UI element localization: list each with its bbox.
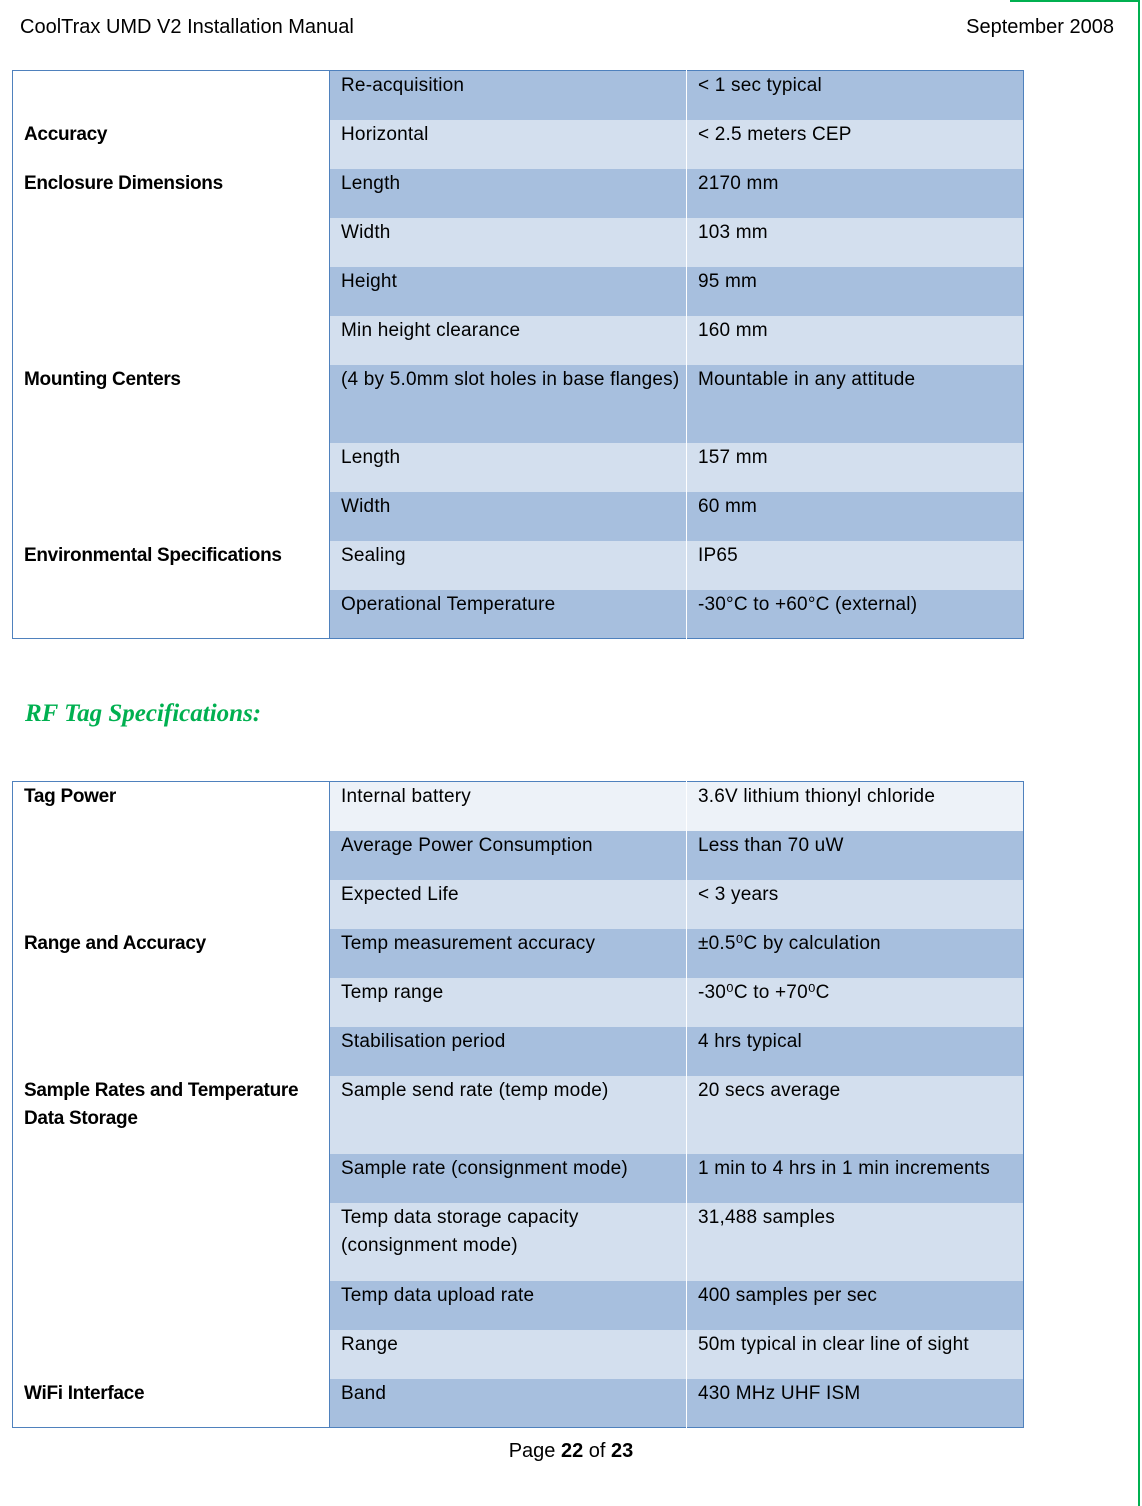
spec-value: < 3 years: [687, 880, 1024, 929]
spec-category: [13, 267, 330, 316]
spec-label: Length: [330, 443, 687, 492]
spec-row: [13, 1203, 1024, 1281]
spec-row: [13, 1379, 1024, 1428]
spec-value: ±0.5⁰C by calculation: [687, 929, 1024, 978]
section-title: RF Tag Specifications:: [25, 700, 262, 727]
spec-label: Temp data upload rate: [330, 1281, 687, 1330]
spec-value: < 2.5 meters CEP: [687, 120, 1024, 169]
spec-row: [13, 1281, 1024, 1330]
spec-value: 1 min to 4 hrs in 1 min increments: [687, 1154, 1024, 1203]
spec-value: 31,488 samples: [687, 1203, 1024, 1281]
spec-row: [13, 1076, 1024, 1154]
spec-category: Sample Rates and Temperature Data Storage: [13, 1076, 330, 1154]
spec-value: 4 hrs typical: [687, 1027, 1024, 1076]
spec-value: Mountable in any attitude: [687, 365, 1024, 443]
spec-value: 400 samples per sec: [687, 1281, 1024, 1330]
spec-value: 2170 mm: [687, 169, 1024, 218]
spec-category: [13, 443, 330, 492]
spec-value: 20 secs average: [687, 1076, 1024, 1154]
spec-label: Sample send rate (temp mode): [330, 1076, 687, 1154]
spec-row: [13, 71, 1024, 120]
spec-label: Operational Temperature: [330, 590, 687, 639]
spec-label: Range: [330, 1330, 687, 1379]
spec-category: [13, 1330, 330, 1379]
spec-value: Less than 70 uW: [687, 831, 1024, 880]
page-number: 22: [560, 1440, 584, 1462]
spec-category: WiFi Interface: [13, 1379, 330, 1428]
spec-label: Sample rate (consignment mode): [330, 1154, 687, 1203]
spec-category: [13, 831, 330, 880]
spec-label: Internal battery: [330, 782, 687, 831]
spec-row: [13, 831, 1024, 880]
spec-category: [13, 590, 330, 639]
spec-category: [13, 316, 330, 365]
spec-label: Temp measurement accuracy: [330, 929, 687, 978]
spec-row: [13, 978, 1024, 1027]
of-word: of: [588, 1440, 606, 1462]
spec-row: [13, 782, 1024, 831]
spec-category: [13, 1154, 330, 1203]
spec-label: Re-acquisition: [330, 71, 687, 120]
spec-category: [13, 978, 330, 1027]
spec-row: [13, 492, 1024, 541]
spec-category: [13, 1281, 330, 1330]
spec-value: 50m typical in clear line of sight: [687, 1330, 1024, 1379]
spec-row: [13, 1154, 1024, 1203]
spec-category: [13, 218, 330, 267]
spec-label: Stabilisation period: [330, 1027, 687, 1076]
spec-label: Width: [330, 492, 687, 541]
spec-value: 3.6V lithium thionyl chloride: [687, 782, 1024, 831]
page-word: Page: [508, 1440, 556, 1462]
spec-row: [13, 267, 1024, 316]
page-footer: [0, 1440, 1142, 1463]
spec-category: [13, 1027, 330, 1076]
spec-value: IP65: [687, 541, 1024, 590]
spec-label: Band: [330, 1379, 687, 1428]
spec-label: Length: [330, 169, 687, 218]
spec-value: -30⁰C to +70⁰C: [687, 978, 1024, 1027]
spec-row: [13, 1330, 1024, 1379]
document-title: CoolTrax UMD V2 Installation Manual: [20, 16, 354, 38]
spec-category: Range and Accuracy: [13, 929, 330, 978]
spec-category: [13, 880, 330, 929]
gps-spec-table: [12, 70, 1024, 639]
spec-label: (4 by 5.0mm slot holes in base flanges): [330, 365, 687, 443]
spec-value: 103 mm: [687, 218, 1024, 267]
spec-row: [13, 541, 1024, 590]
spec-label: Temp data storage capacity (consignment mode): [330, 1203, 687, 1281]
page-border-right: [1138, 0, 1140, 1506]
spec-row: [13, 169, 1024, 218]
spec-category: Tag Power: [13, 782, 330, 831]
spec-row: [13, 1027, 1024, 1076]
spec-label: Width: [330, 218, 687, 267]
document-date: September 2008: [966, 16, 1114, 38]
spec-value: 157 mm: [687, 443, 1024, 492]
spec-label: Horizontal: [330, 120, 687, 169]
page-border-top: [1010, 0, 1140, 2]
spec-category: Enclosure Dimensions: [13, 169, 330, 218]
page-total: 23: [611, 1440, 634, 1462]
spec-category: Mounting Centers: [13, 365, 330, 443]
spec-label: Average Power Consumption: [330, 831, 687, 880]
spec-value: 60 mm: [687, 492, 1024, 541]
spec-value: < 1 sec typical: [687, 71, 1024, 120]
spec-label: Sealing: [330, 541, 687, 590]
spec-label: Expected Life: [330, 880, 687, 929]
spec-label: Height: [330, 267, 687, 316]
spec-row: [13, 590, 1024, 639]
spec-row: [13, 929, 1024, 978]
spec-value: -30°C to +60°C (external): [687, 590, 1024, 639]
spec-value: 160 mm: [687, 316, 1024, 365]
spec-row: [13, 218, 1024, 267]
spec-category: [13, 1203, 330, 1281]
spec-row: [13, 316, 1024, 365]
spec-row: [13, 880, 1024, 929]
spec-value: 430 MHz UHF ISM: [687, 1379, 1024, 1428]
spec-category: [13, 71, 330, 120]
spec-category: Accuracy: [13, 120, 330, 169]
spec-category: [13, 492, 330, 541]
spec-value: 95 mm: [687, 267, 1024, 316]
spec-category: Environmental Specifications: [13, 541, 330, 590]
spec-row: [13, 365, 1024, 443]
spec-row: [13, 443, 1024, 492]
rf-tag-spec-table: [12, 781, 1024, 1428]
spec-label: Temp range: [330, 978, 687, 1027]
spec-row: [13, 120, 1024, 169]
spec-label: Min height clearance: [330, 316, 687, 365]
